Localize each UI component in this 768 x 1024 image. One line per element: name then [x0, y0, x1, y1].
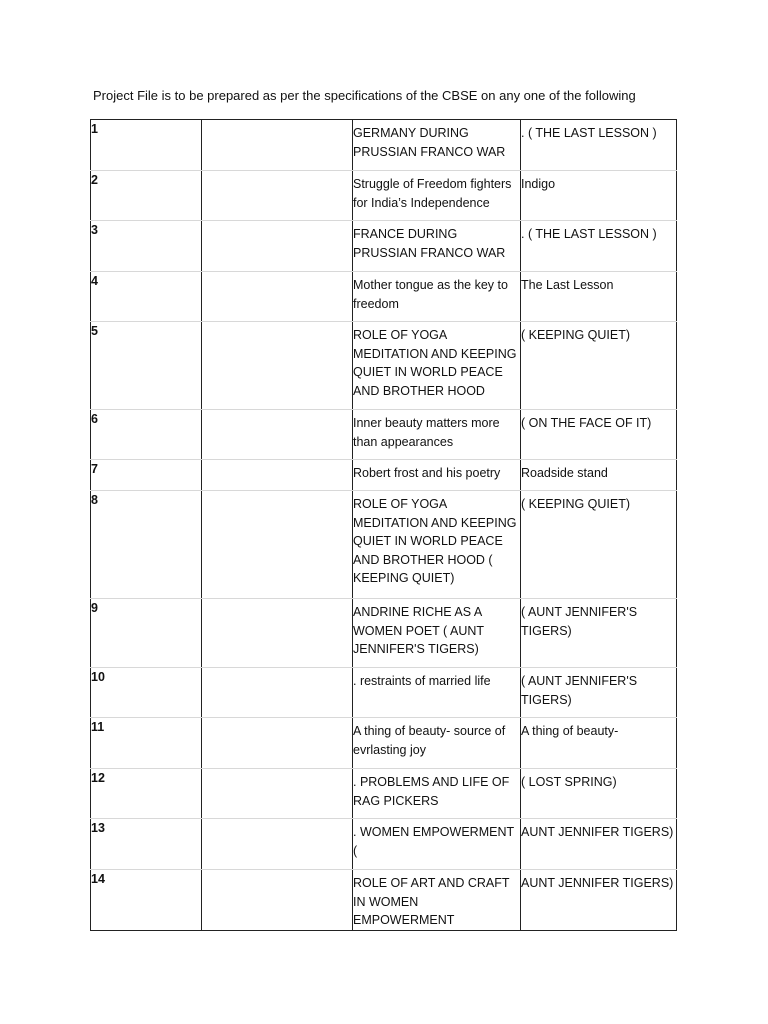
chapter-cell — [521, 769, 677, 819]
blank-cell — [202, 599, 353, 668]
table-row — [91, 769, 677, 819]
topic-cell — [353, 819, 521, 870]
topic-cell — [353, 221, 521, 272]
row-number: 3 — [91, 221, 202, 272]
blank-cell — [202, 120, 353, 171]
table-row — [91, 120, 677, 171]
chapter-cell — [521, 819, 677, 870]
blank-cell — [202, 410, 353, 460]
blank-cell — [202, 491, 353, 599]
chapter-cell — [521, 491, 677, 599]
chapter-text: ( LOST SPRING) — [521, 775, 617, 789]
table-row — [91, 870, 677, 931]
topic-text: . restraints of married life — [353, 674, 491, 688]
row-number: 9 — [91, 599, 202, 668]
blank-cell — [202, 272, 353, 322]
topic-text: A thing of beauty- source of evrlasting joy — [353, 724, 506, 757]
chapter-cell — [521, 272, 677, 322]
topic-cell — [353, 460, 521, 491]
topic-text: ANDRINE RICHE AS A WOMEN POET ( AUNT JENNIFER'S TIGERS) — [353, 605, 484, 656]
topic-cell — [353, 718, 521, 769]
row-number: 11 — [91, 718, 202, 769]
chapter-cell — [521, 410, 677, 460]
table-row — [91, 410, 677, 460]
blank-cell — [202, 870, 353, 931]
topic-cell — [353, 410, 521, 460]
row-number: 2 — [91, 171, 202, 221]
topic-text: Inner beauty matters more than appearances — [353, 416, 500, 449]
table-row — [91, 460, 677, 491]
table-row — [91, 599, 677, 668]
topic-text: Mother tongue as the key to freedom — [353, 278, 508, 311]
topic-cell — [353, 120, 521, 171]
table-row — [91, 819, 677, 870]
chapter-text: ( AUNT JENNIFER'S TIGERS) — [521, 605, 638, 638]
table-row — [91, 491, 677, 599]
row-number: 4 — [91, 272, 202, 322]
topic-cell — [353, 870, 521, 931]
chapter-text: ( KEEPING QUIET) — [521, 497, 631, 511]
chapter-cell — [521, 668, 677, 718]
row-number: 13 — [91, 819, 202, 870]
chapter-text: Indigo — [521, 177, 556, 191]
blank-cell — [202, 668, 353, 718]
chapter-cell — [521, 460, 677, 491]
topic-cell — [353, 769, 521, 819]
chapter-cell — [521, 171, 677, 221]
topic-cell — [353, 171, 521, 221]
table-row — [91, 171, 677, 221]
row-number: 7 — [91, 460, 202, 491]
chapter-cell — [521, 870, 677, 931]
chapter-text: Roadside stand — [521, 466, 608, 480]
chapter-text: . ( THE LAST LESSON ) — [521, 227, 657, 241]
topic-text: FRANCE DURING PRUSSIAN FRANCO WAR — [353, 227, 506, 260]
topic-text: ROLE OF YOGA MEDITATION AND KEEPING QUIET IN WORLD PEACE AND BROTHER HOOD ( KEEPING QUIET) — [353, 497, 517, 585]
table-row — [91, 272, 677, 322]
row-number: 5 — [91, 322, 202, 410]
chapter-text: ( AUNT JENNIFER'S TIGERS) — [521, 674, 638, 707]
chapter-text: ( ON THE FACE OF IT) — [521, 416, 652, 430]
chapter-cell — [521, 322, 677, 410]
blank-cell — [202, 221, 353, 272]
table-row — [91, 322, 677, 410]
chapter-text: AUNT JENNIFER TIGERS) — [521, 876, 674, 890]
chapter-text: A thing of beauty- — [521, 724, 619, 738]
blank-cell — [202, 819, 353, 870]
table-body — [91, 120, 677, 931]
chapter-text: AUNT JENNIFER TIGERS) — [521, 825, 674, 839]
chapter-cell — [521, 120, 677, 171]
blank-cell — [202, 769, 353, 819]
chapter-text: The Last Lesson — [521, 278, 614, 292]
topic-cell — [353, 491, 521, 599]
row-number: 14 — [91, 870, 202, 931]
topic-cell — [353, 322, 521, 410]
table-row — [91, 221, 677, 272]
row-number: 8 — [91, 491, 202, 599]
table-row — [91, 668, 677, 718]
topic-text: Struggle of Freedom fighters for India’s Independence — [353, 177, 512, 210]
row-number: 1 — [91, 120, 202, 171]
blank-cell — [202, 718, 353, 769]
blank-cell — [202, 322, 353, 410]
row-number: 12 — [91, 769, 202, 819]
chapter-cell — [521, 221, 677, 272]
topic-text: . WOMEN EMPOWERMENT ( — [353, 825, 514, 858]
topic-cell — [353, 668, 521, 718]
chapter-cell — [521, 599, 677, 668]
topic-cell — [353, 599, 521, 668]
row-number: 10 — [91, 668, 202, 718]
topic-text: GERMANY DURING PRUSSIAN FRANCO WAR — [353, 126, 506, 159]
table-row — [91, 718, 677, 769]
row-number: 6 — [91, 410, 202, 460]
topic-text: Robert frost and his poetry — [353, 466, 501, 480]
topic-text: ROLE OF ART AND CRAFT IN WOMEN EMPOWERMENT — [353, 876, 510, 927]
intro-text: Project File is to be prepared as per the specifications of the CBSE on any one of the following — [93, 88, 636, 103]
topic-cell — [353, 272, 521, 322]
project-topics-table — [90, 119, 677, 931]
chapter-cell — [521, 718, 677, 769]
topic-text: . PROBLEMS AND LIFE OF RAG PICKERS — [353, 775, 510, 808]
chapter-text: . ( THE LAST LESSON ) — [521, 126, 657, 140]
blank-cell — [202, 460, 353, 491]
topic-text: ROLE OF YOGA MEDITATION AND KEEPING QUIET IN WORLD PEACE AND BROTHER HOOD — [353, 328, 517, 398]
chapter-text: ( KEEPING QUIET) — [521, 328, 631, 342]
blank-cell — [202, 171, 353, 221]
